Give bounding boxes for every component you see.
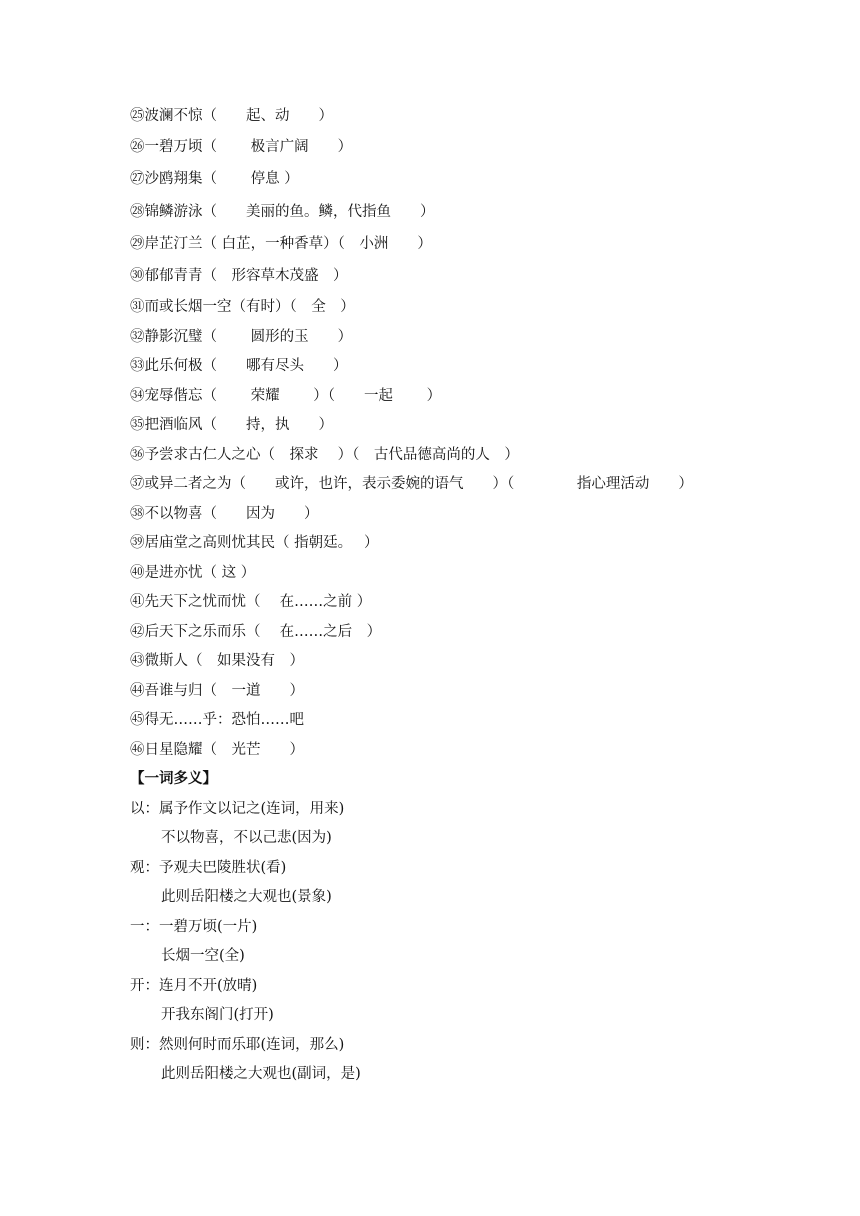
polysemy-line: 此则岳阳楼之大观也(副词，是)	[161, 1066, 361, 1082]
vocab-line-31: ㉛而或长烟一空（有时）（ 全 ）	[130, 299, 355, 315]
polysemy-line: 开我东阁门(打开)	[161, 1007, 274, 1023]
vocab-line-33: ㉝此乐何极（ 哪有尽头 ）	[130, 358, 348, 374]
polysemy-line: 观：予观夫巴陵胜状(看)	[130, 860, 287, 876]
vocab-line-41: ㊶先天下之忧而忧（ 在……之前 ）	[130, 594, 372, 610]
polysemy-line: 长烟一空(全)	[161, 948, 245, 964]
vocab-line-45: ㊺得无……乎：恐怕……吧	[130, 712, 304, 728]
vocab-line-36: ㊱予尝求古仁人之心（ 探求 ）（ 古代品德高尚的人 ）	[130, 447, 519, 463]
vocab-line-25: ㉕波澜不惊（ 起、动 ）	[130, 108, 333, 124]
vocab-line-46: ㊻日星隐耀（ 光芒 ）	[130, 742, 304, 758]
section-title: 【一词多义】	[130, 770, 217, 787]
vocab-line-39: ㊴居庙堂之高则忧其民（ 指朝廷。 ）	[130, 535, 379, 551]
vocab-line-29: ㉙岸芷汀兰（ 白芷，一种香草）（ 小洲 ）	[130, 236, 432, 252]
vocab-line-43: ㊸微斯人（ 如果没有 ）	[130, 653, 304, 669]
vocab-line-30: ㉚郁郁青青（ 形容草木茂盛 ）	[130, 268, 348, 284]
polysemy-line: 不以物喜，不以己悲(因为)	[161, 830, 332, 846]
vocab-line-40: ㊵是进亦忧（ 这 ）	[130, 565, 256, 581]
vocab-line-27: ㉗沙鸥翔集（ 停息 ）	[130, 171, 299, 187]
vocab-line-44: ㊹吾谁与归（ 一道 ）	[130, 683, 304, 699]
polysemy-line: 此则岳阳楼之大观也(景象)	[161, 889, 332, 905]
polysemy-line: 则：然则何时而乐耶(连词，那么)	[130, 1037, 345, 1053]
vocab-line-32: ㉜静影沉璧（ 圆形的玉 ）	[130, 329, 353, 345]
vocab-line-42: ㊷后天下之乐而乐（ 在……之后 ）	[130, 624, 382, 640]
vocab-line-37: ㊲或异二者之为（ 或许，也许，表示委婉的语气 ）（ 指心理活动 ）	[130, 476, 693, 492]
vocab-line-28: ㉘锦鳞游泳（ 美丽的鱼。鳞，代指鱼 ）	[130, 204, 435, 220]
polysemy-line: 一：一碧万顷(一片)	[130, 919, 258, 935]
vocab-line-26: ㉖一碧万顷（ 极言广阔 ）	[130, 139, 353, 155]
vocab-line-35: ㉟把酒临风（ 持，执 ）	[130, 417, 333, 433]
polysemy-line: 以：属予作文以记之(连词，用来)	[130, 801, 345, 817]
polysemy-line: 开：连月不开(放晴)	[130, 978, 258, 994]
vocab-line-34: ㉞宠辱偕忘（ 荣耀 ）（ 一起 ）	[130, 388, 442, 404]
vocab-line-38: ㊳不以物喜（ 因为 ）	[130, 506, 319, 522]
